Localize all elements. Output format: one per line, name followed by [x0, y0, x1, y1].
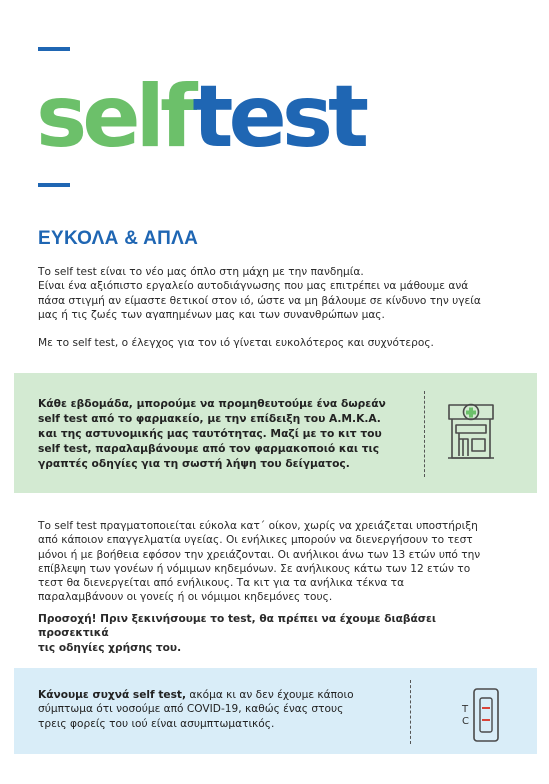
- frequent-testing-text: [38, 688, 408, 731]
- frequent-testing-rest: ακόμα κι αν δεν έχουμε κάποιο: [186, 689, 354, 701]
- intro-paragraph: [38, 265, 508, 322]
- free-kit-line: και της αστυνομικής μας ταυτότητας. Μαζί με το κιτ του: [38, 427, 382, 440]
- free-kit-text: [38, 396, 410, 471]
- intro-line: μας ή τις ζωές των αγαπημένων μας και των συνανθρώπων μας.: [38, 308, 385, 321]
- frequent-testing-bold: Κάνουμε συχνά self test,: [38, 689, 186, 701]
- usage-line: παραλαμβάνουν οι γονείς ή οι νόμιμοι κηδεμόνες τους.: [38, 591, 333, 604]
- dashed-divider: [424, 391, 425, 477]
- intro-line: πάσα στιγμή αν είμαστε θετικοί στον ιό, ώστε να μη βάλουμε σε κίνδυνο την υγεία: [38, 294, 481, 307]
- bottom-dash: [38, 183, 70, 187]
- free-kit-line: Κάθε εβδομάδα, μπορούμε να προμηθευτούμε ένα δωρεάν: [38, 397, 386, 410]
- test-line-label: T: [462, 704, 469, 715]
- top-dash: [38, 47, 70, 51]
- usage-line: μόνοι ή με βοήθεια εφόσον την χρειάζονται. Οι ανήλικοι άνω των 13 ετών υπό την: [38, 548, 481, 561]
- logo-self: self: [36, 67, 193, 167]
- usage-line: τεστ θα διενεργείται από ενήλικους. Τα κιτ για τα ανήλικα τέκνα τα: [38, 577, 405, 590]
- pharmacy-icon: [446, 399, 496, 461]
- usage-line: Το self test πραγματοποιείται εύκολα κατ΄ οίκον, χωρίς να χρειάζεται υποστήριξη: [38, 520, 478, 532]
- free-kit-info-box: [14, 373, 537, 493]
- frequent-testing-line: τρεις φορείς του ιού είναι ασυμπτωματικός.: [38, 717, 275, 730]
- control-line-label: C: [462, 716, 469, 727]
- free-kit-line: γραπτές οδηγίες για τη σωστή λήψη του δείγματος.: [38, 457, 350, 470]
- free-kit-line: self test, παραλαμβάνουμε από τον φαρμακοποιό και τις: [38, 442, 380, 455]
- intro-second-paragraph: Με το self test, ο έλεγχος για τον ιό γίνεται ευκολότερος και συχνότερος.: [38, 337, 434, 349]
- frequent-testing-line: σύμπτωμα ότι νοσούμε από COVID-19, καθώς ένας στους: [38, 703, 344, 716]
- section-heading: ΕΥΚΟΛΑ & ΑΠΛΑ: [38, 228, 199, 249]
- usage-paragraph: [38, 519, 508, 605]
- free-kit-line: self test από το φαρμακείο, με την επίδειξη του Α.Μ.Κ.Α.: [38, 412, 381, 425]
- warning-paragraph: [38, 612, 508, 655]
- frequent-testing-box: [14, 668, 537, 754]
- usage-line: από κάποιον επαγγελματία υγείας. Οι ενήλικες μπορούν να διενεργήσουν το τεστ: [38, 534, 473, 547]
- frequent-testing-line: [38, 688, 408, 702]
- usage-line: επίβλεψη των γονέων ή νόμιμων κηδεμόνων. Σε ανήλικους κάτω των 12 ετών το: [38, 562, 471, 575]
- dashed-divider: [410, 680, 411, 744]
- warning-line: Προσοχή! Πριν ξεκινήσουμε το test, θα πρέπει να έχουμε διαβάσει προσεκτικά: [38, 613, 437, 640]
- logo-test: test: [192, 67, 365, 167]
- warning-line: τις οδηγίες χρήσης του.: [38, 641, 182, 654]
- intro-line: Το self test είναι το νέο μας όπλο στη μάχη με την πανδημία.: [38, 266, 364, 278]
- test-kit-icon: [452, 686, 502, 744]
- intro-line: Είναι ένα αξιόπιστο εργαλείο αυτοδιάγνωσης που μας επιτρέπει να μάθουμε ανά: [38, 280, 469, 293]
- selftest-logo: [36, 62, 364, 172]
